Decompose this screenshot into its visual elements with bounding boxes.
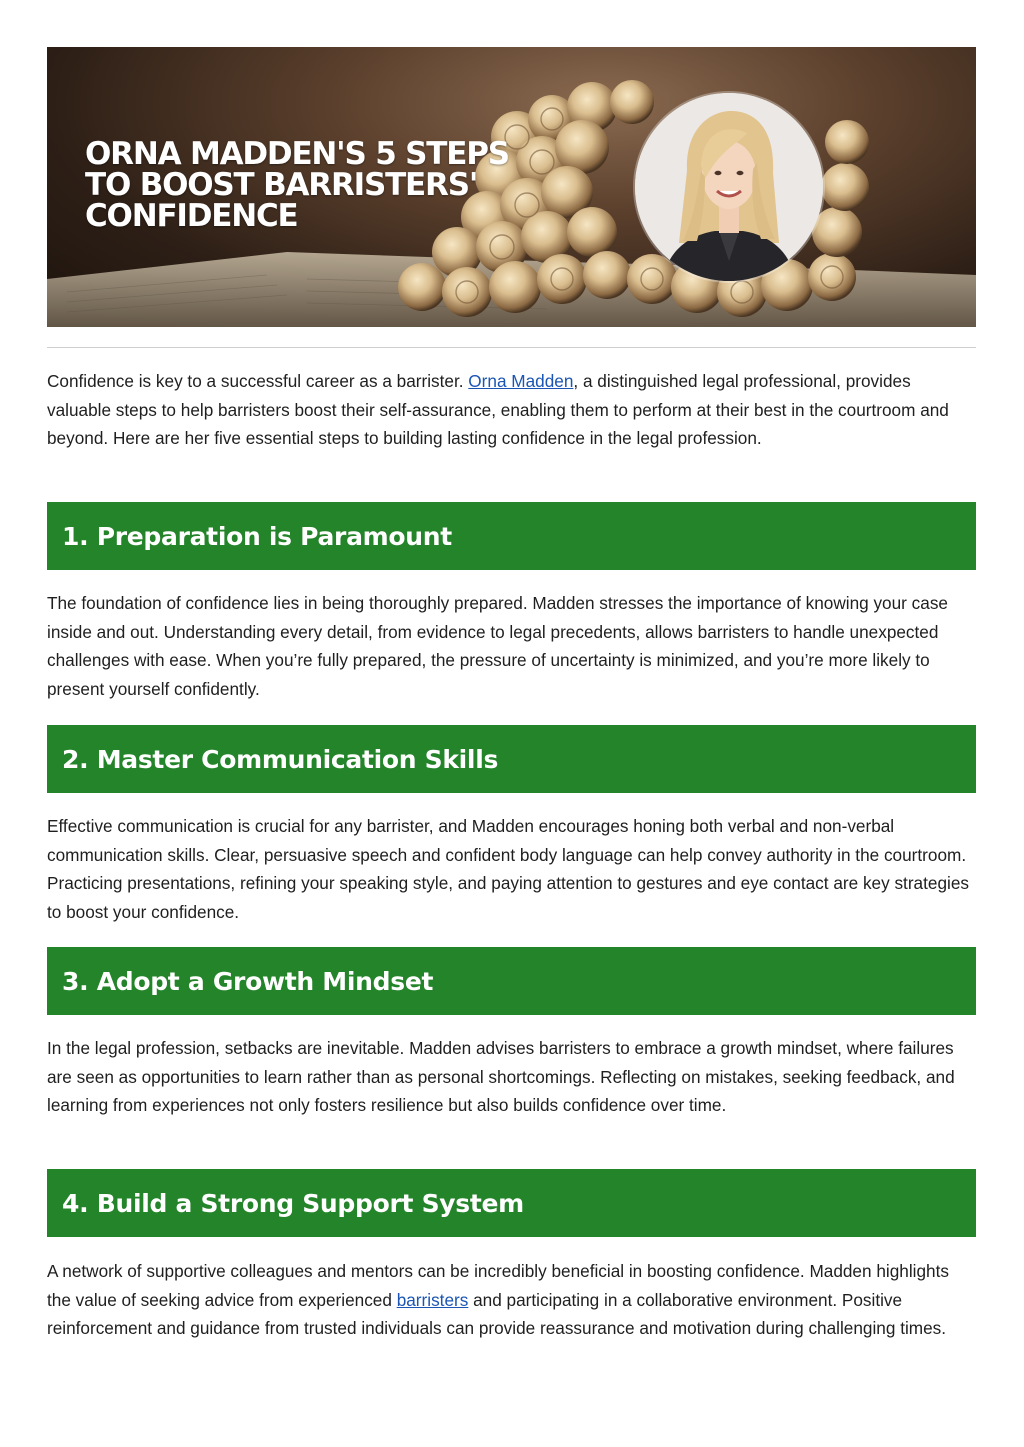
intro-paragraph: Confidence is key to a successful career as a barrister. Orna Madden, a distinguished legal professional, provides valuable steps to help barristers boost their self-assurance, enabling them to perform at their best in the courtroom and beyond. Here are her five essential steps to building lasting confidence in the legal profession.: [47, 371, 949, 448]
orna-madden-link[interactable]: Orna Madden: [468, 371, 574, 391]
section-body-preparation: The foundation of confidence lies in being thoroughly prepared. Madden stresses the importance of knowing your case inside and out. Understanding every detail, from evidence to legal precedents, allows barristers to handle unexpected challenges with ease. When you’re fully prepared, the pressure of uncertainty is minimized, and you’re more likely to present yourself confidently.: [47, 593, 948, 699]
hero-banner: [47, 47, 976, 327]
section-heading-text: 4. Build a Strong Support System: [62, 1188, 524, 1218]
divider: [47, 347, 976, 348]
section-heading-support-system: [47, 1169, 976, 1237]
section-heading-text: 3. Adopt a Growth Mindset: [62, 966, 434, 996]
section-body-communication: Effective communication is crucial for any barrister, and Madden encourages honing both verbal and non-verbal communication skills. Clear, persuasive speech and confident body language can help convey authority in the courtroom. Practicing presentations, refining your speaking style, and paying attention to gestures and eye contact are key strategies to boost your confidence.: [47, 816, 969, 922]
barristers-link[interactable]: barristers: [396, 1289, 469, 1310]
section-heading-communication: [47, 725, 976, 793]
portrait-illustration: [635, 93, 823, 281]
author-photo: [635, 93, 823, 281]
page-title: ORNA MADDEN'S 5 STEPS TO BOOST BARRISTERS' CONFIDENCE: [85, 136, 509, 234]
section-body-growth-mindset: In the legal profession, setbacks are inevitable. Madden advises barristers to embrace a growth mindset, where failures are seen as opportunities to learn rather than as personal shortcomings. Reflecting on mistakes, seeking feedback, and learning from experiences not only fosters resilience but also builds confidence over time.: [47, 1038, 955, 1115]
section-heading-text: 2. Master Communication Skills: [62, 744, 499, 774]
section-body-support-system: A network of supportive colleagues and mentors can be incredibly beneficial in boosting confidence. Madden highlights the value of seeking advice from experienced barristers and participating in a collaborative environment. Positive reinforcement and guidance from trusted individuals can provide reassurance and motivation during challenging times.: [47, 1261, 949, 1338]
section-heading-growth-mindset: [47, 947, 976, 1015]
section-heading-text: 1. Preparation is Paramount: [62, 521, 452, 551]
section-heading-preparation: [47, 502, 976, 570]
